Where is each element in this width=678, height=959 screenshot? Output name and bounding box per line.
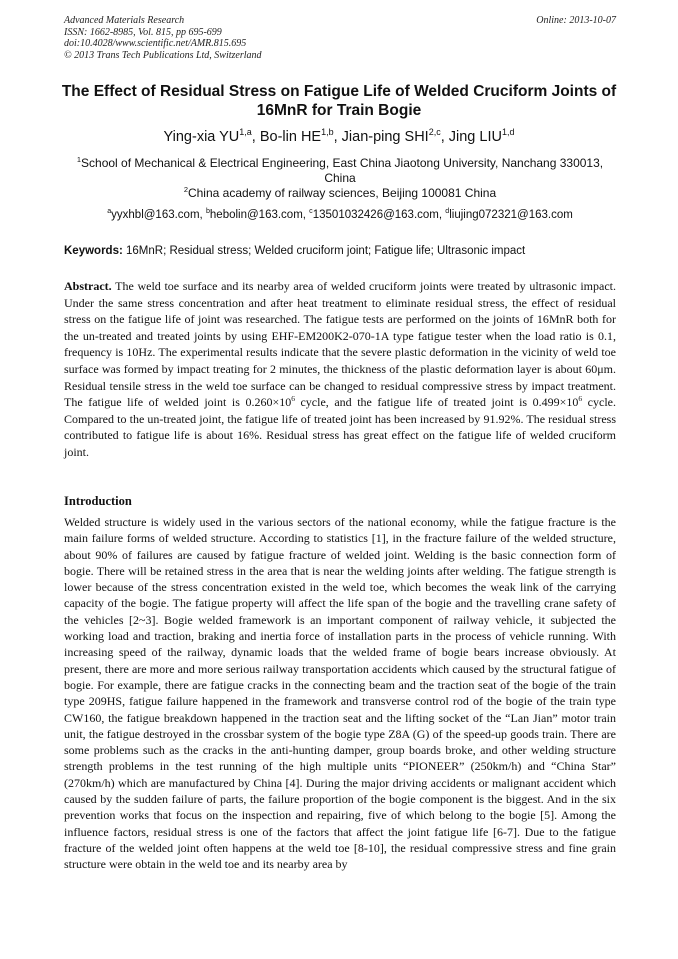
affiliation-text: School of Mechanical & Electrical Engineering, East China Jiaotong University, Nanchang 330013, China xyxy=(81,156,604,185)
author-name: Ying-xia YU xyxy=(163,129,240,145)
journal-header xyxy=(64,15,616,61)
email-mark: d xyxy=(445,207,450,216)
keywords-label: Keywords: xyxy=(64,245,123,257)
author-affiliation-mark: 1,a xyxy=(239,127,252,138)
abstract-label: Abstract. xyxy=(64,279,112,293)
paper-title: The Effect of Residual Stress on Fatigue Life of Welded Cruciform Joints of 16MnR for Train Bogie xyxy=(61,83,617,119)
doi-line: doi:10.4028/www.scientific.net/AMR.815.695 xyxy=(64,38,247,49)
email-mark: a xyxy=(107,207,112,216)
author-affiliation-mark: 2,c xyxy=(428,127,441,138)
copyright-line: © 2013 Trans Tech Publications Ltd, Switzerland xyxy=(64,49,262,61)
author-name: Jian-ping SHI xyxy=(341,129,429,145)
author-affiliation-mark: 1,b xyxy=(321,127,334,138)
author-list: Ying-xia YU$^{1,a}$, Bo-lin HE$^{1,b}$, Jian-ping SHI$^{2,c}$, Jing LIU$^{1,d}$ xyxy=(163,127,515,145)
keywords-text: 16MnR; Residual stress; Welded cruciform joint; Fatigue life; Ultrasonic impact xyxy=(126,245,526,257)
affiliation-1 xyxy=(64,156,616,186)
email-list: $^a$yyxhbl@163.com, $^b$hebolin@163.com, $^c$13501032426@163.com, $^d$liujing072321@163.com xyxy=(107,207,573,221)
issn-line: ISSN: 1662-8985, Vol. 815, pp 695-699 xyxy=(64,26,222,38)
exponent: 6 xyxy=(291,394,295,404)
author-name: Bo-lin HE xyxy=(259,129,322,145)
affiliation-2 xyxy=(64,186,616,201)
email-link[interactable]: liujing072321@163.com xyxy=(449,209,573,221)
online-date: Online: 2013-10-07 xyxy=(536,15,616,26)
journal-name: Advanced Materials Research xyxy=(64,15,185,26)
author-name: Jing LIU xyxy=(448,129,502,145)
affiliation-mark: 2 xyxy=(183,185,188,194)
email-link[interactable]: yyxhbl@163.com xyxy=(111,209,200,221)
author-affiliation-mark: 1,d xyxy=(501,127,515,138)
keywords xyxy=(64,244,616,258)
affiliation-text: China academy of railway sciences, Beijing 100081 China xyxy=(187,186,497,200)
abstract-text-3: cycle. Compared to the un-treated joint, the fatigue life of treated joint has been increased by 91.92%. The residual stress contributed to fatigue life is about 16%. Residual stress has great effect on the fatigue life of welded cruciform joint. xyxy=(64,395,616,459)
exponent: 6 xyxy=(578,394,583,404)
email-mark: c xyxy=(309,207,313,216)
affiliation-mark: 1 xyxy=(76,155,82,164)
email-link[interactable]: 13501032426@163.com xyxy=(312,209,439,221)
introduction-body: Welded structure is widely used in the various sectors of the national economy, while the fatigue fracture is the main failure forms of welded structure. According to statistics [1], in the fracture failure of the welded structure, about 90% of failures are caused by fatigue fracture of welded joint. Welding is the basic connection form of bogie. There will be retained stress in the area that is near the welding joints after welding. The fatigue strength is lower because of the stress concentration existed in the weld toe, which becomes the weak link of the carrying capacity of the bogie. The fatigue property will affect the life span of the bogie and the travelling crane safety of the vehicles [2~3]. Bogie welded framework is an important component of railway vehicle, it subjected the working load and traction, braking and inertia force of installation parts in the process of vehicle running. With increasing speed of the railway, dynamic loads that the welded frame of bogie bears increase obviously. At present, there are more and more serious railway transportation accidents which caused by the structural fatigue of bogie. For example, there are fatigue cracks in the connecting beam and the traction seat of the bogie of the train type 209HS, fatigue failure happened in the framework and transverse control rod of the bogie of the train type CW160, the fatigue breakdown happened in the traction seat and the lifting socket of the “Lan Jian” motor train unit, the fatigue destroyed in the crossbar system of the bogie type Z8A (G) of the speed-up goods train. There are some problems such as the cracks in the anti-hunting damper, group boards broke, and other welding structure strength problems in the test running of the high multiple units “PIONEER” (250km/h) and “China Star” (270km/h) which are manufactured by China [4]. During the major driving accidents or malignant accident which caused by the sudden failure of parts, the failure proportion of the bogie component is the biggest. And in the six prevention works that focus on the inspection and repairing, five of which belong to the bogie [5]. Among the influence factors, residual stress is one of the factors that affect the joint fatigue life [6-7]. Due to the fatigue fracture of the welded joint often happens at the weld toe [8-10], the residual compressive stress and fine grain structure were obtain in the weld toe and its nearby area by xyxy=(64,515,616,872)
abstract xyxy=(64,278,616,461)
email-mark: b xyxy=(205,207,210,216)
section-heading-introduction: Introduction xyxy=(64,494,132,508)
abstract-text-1: The weld toe surface and its nearby area of welded cruciform joints were treated by ultrasonic impact. Under the same stress concentration and after heat treatment to eliminate residual stress, the effect of residual stress on the fatigue life of joint was researched. The fatigue tests are performed on the joints of 16MnR both for the un-treated and treated joints by using EHF-EM200K2-070-1A type fatigue tester when the load ratio is 0.1, frequency is 10Hz. The experimental results indicate that the severe plastic deformation in the vicinity of weld toe surface was formed by impact treating for 2 minutes, the thickness of the plastic deformation layer is about 60μm. Residual tensile stress in the weld toe surface can be changed to residual compressive stress by impact treatment. The fatigue life of welded joint is 0.260×10 xyxy=(64,279,616,410)
abstract-text-2: cycle, and the fatigue life of treated joint is 0.499×10 xyxy=(294,395,579,410)
email-link[interactable]: hebolin@163.com xyxy=(209,209,303,221)
